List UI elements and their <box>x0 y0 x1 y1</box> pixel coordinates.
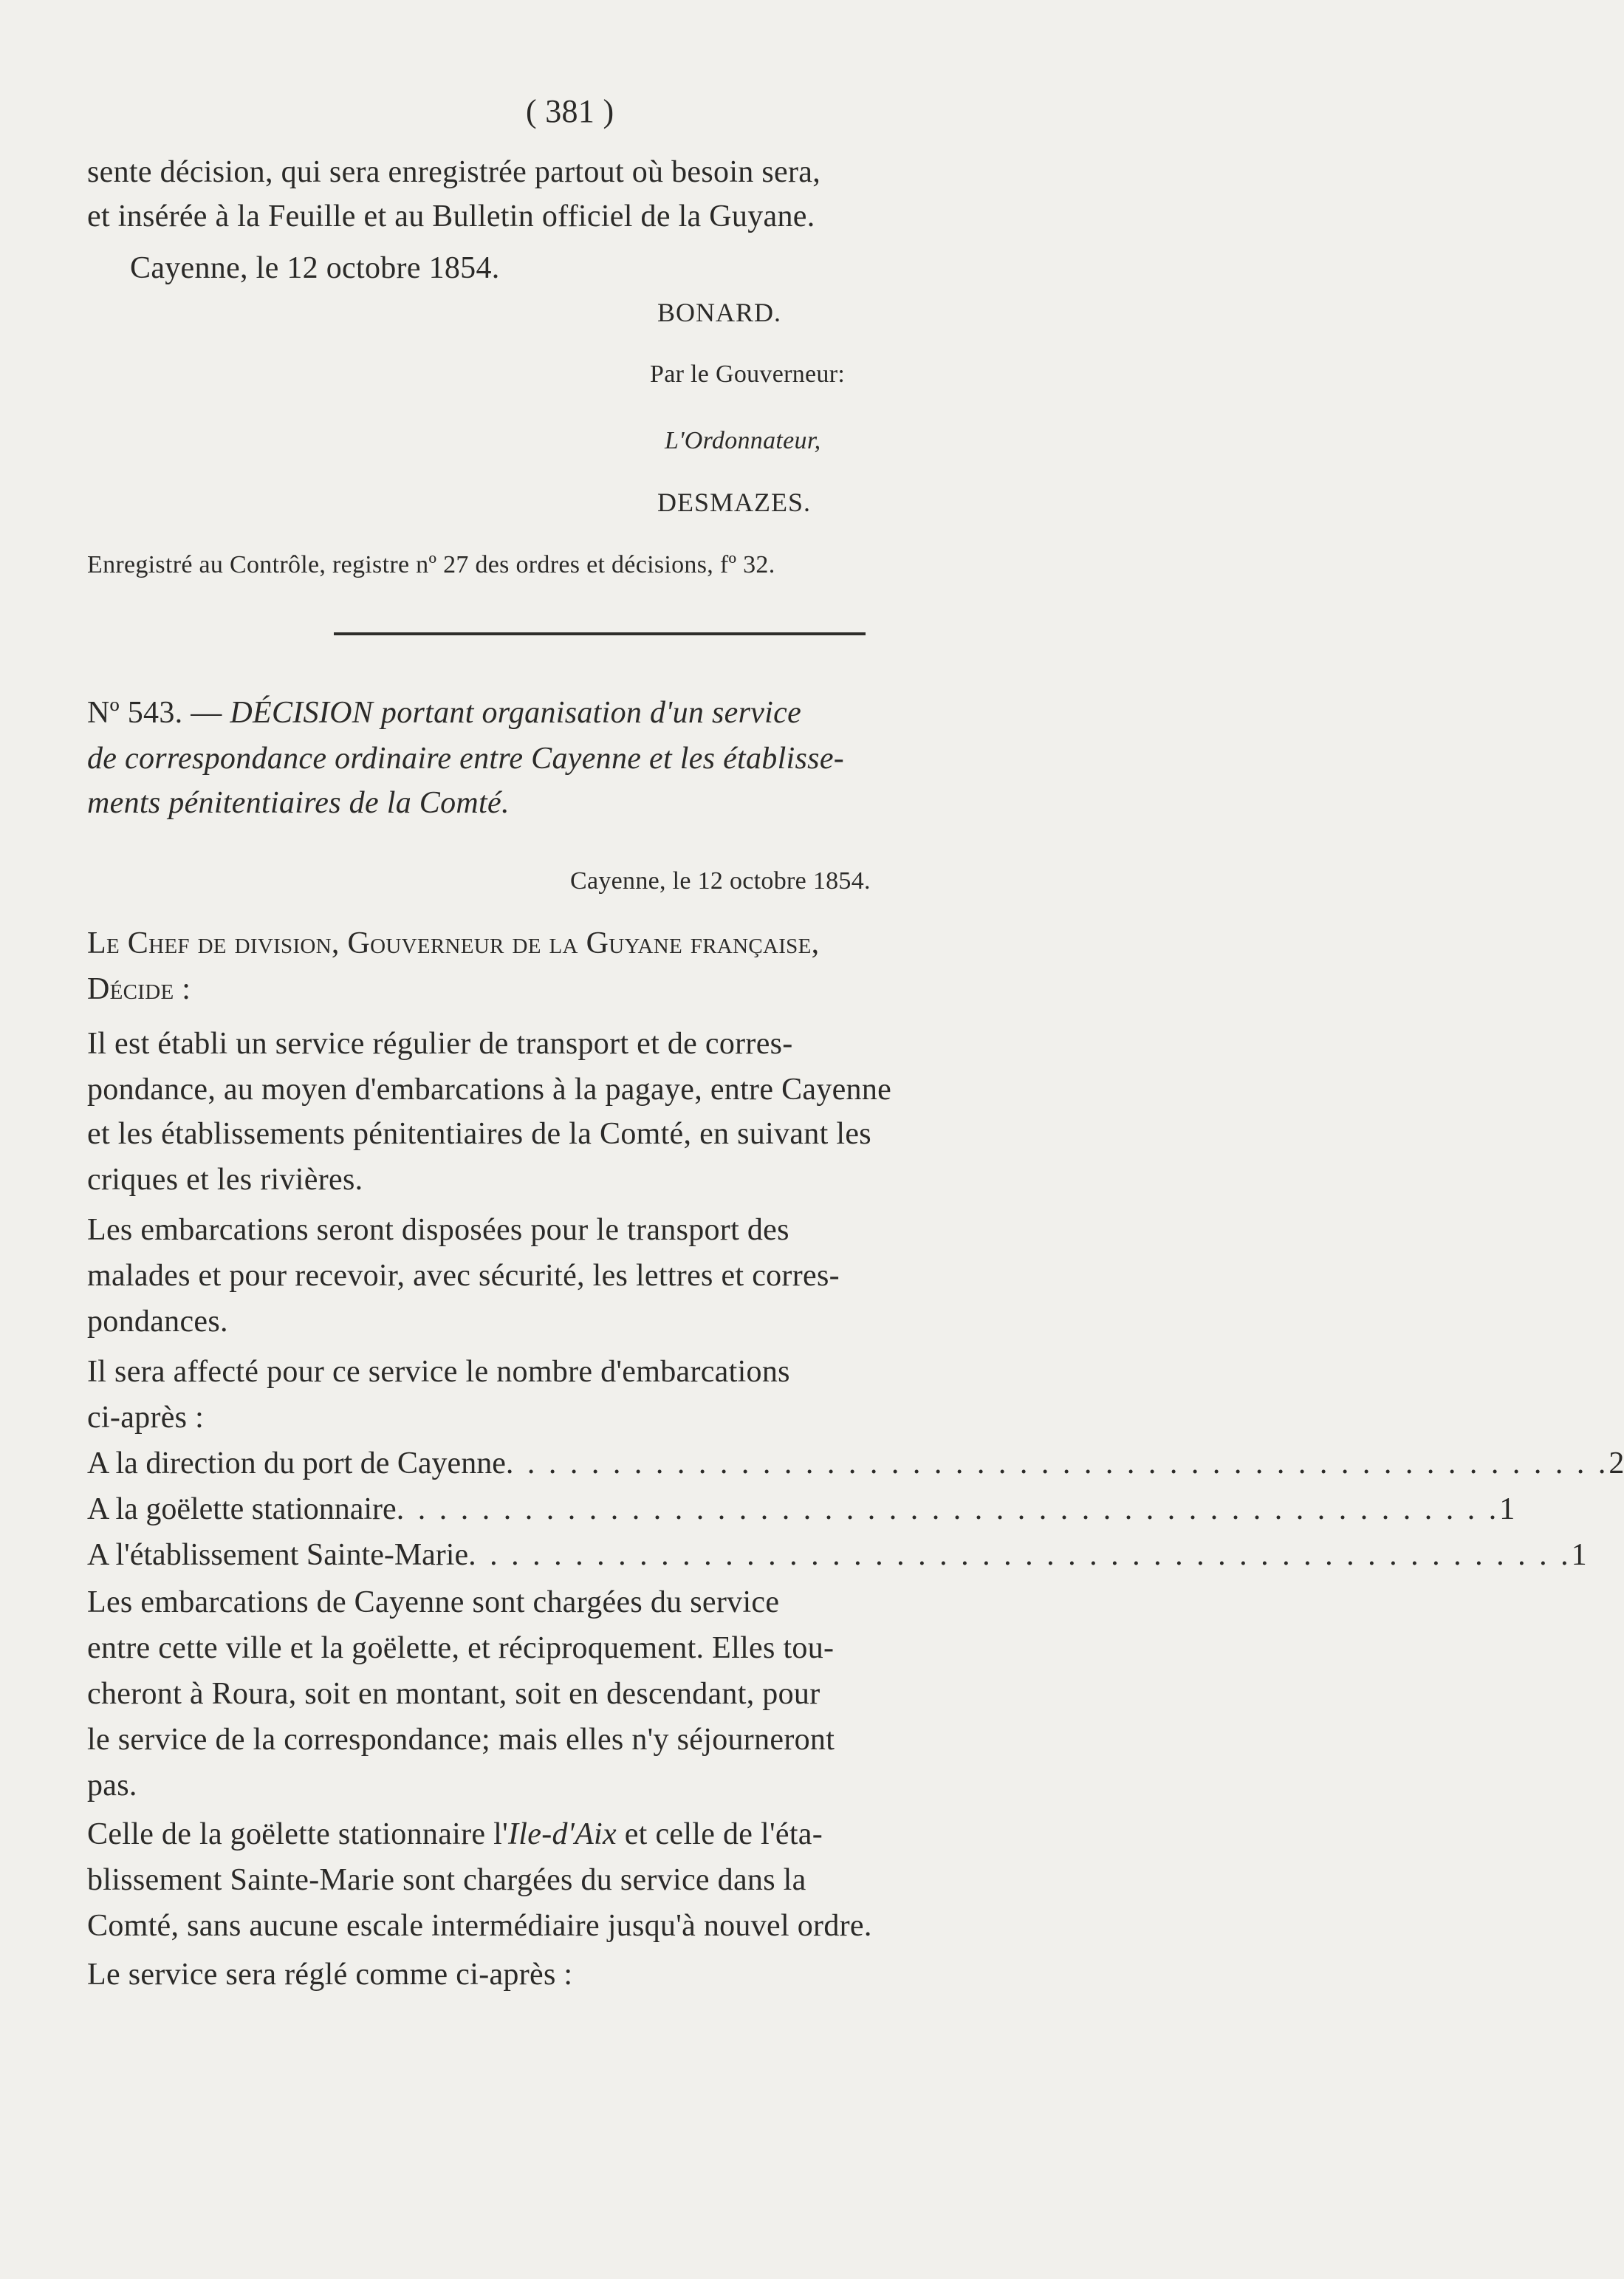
text-line: Le service sera réglé comme ci-après : <box>87 1958 573 1992</box>
text-line: Il sera affecté pour ce service le nombre d'embarcations <box>87 1355 790 1389</box>
decision-title: de correspondance ordinaire entre Cayenne et les établisse- <box>87 742 845 776</box>
dateline: Cayenne, le 12 octobre 1854. <box>570 867 871 895</box>
table-row-label: A la direction du port de Cayenne <box>87 1446 506 1480</box>
registration-note: Enregistré au Contrôle, registre nº 27 des ordres et décisions, fº 32. <box>87 551 775 578</box>
text-line: Les embarcations de Cayenne sont chargées du service <box>87 1585 780 1619</box>
text-line: Il est établi un service régulier de transport et de corres- <box>87 1027 793 1061</box>
signature-name: BONARD. <box>657 298 782 327</box>
signature-line: Par le Gouverneur: <box>650 361 846 388</box>
table-row-count: 1 <box>1571 1538 1587 1572</box>
text-line: blissement Sainte-Marie sont chargées du service dans la <box>87 1863 806 1897</box>
leader-dots: . . . . . . . . . . . . . . . . . . . . . . . . . . . . . . . . . . . . . . . . . . . . . . . . . . . . <box>505 1446 1609 1480</box>
text-line: sente décision, qui sera enregistrée partout où besoin sera, <box>87 155 821 189</box>
preamble: Le Chef de division, Gouverneur de la Guyane française, <box>87 926 820 960</box>
text-line: cheront à Roura, soit en montant, soit en descendant, pour <box>87 1677 820 1711</box>
section-divider <box>334 632 866 635</box>
text-line: et les établissements pénitentiaires de la Comté, en suivant les <box>87 1117 871 1151</box>
text-line: et insérée à la Feuille et au Bulletin officiel de la Guyane. <box>87 199 815 233</box>
decision-number: Nº 543. — <box>87 696 222 730</box>
text-fragment: et celle de l'éta- <box>616 1817 823 1851</box>
signature-name: DESMAZES. <box>657 488 812 517</box>
signature-line: L'Ordonnateur, <box>665 427 821 454</box>
text-line: entre cette ville et la goëlette, et réciproquement. Elles tou- <box>87 1631 835 1665</box>
table-row-count: 1 <box>1499 1492 1515 1526</box>
table-row <box>87 1491 1515 1528</box>
ship-name: Ile-d'Aix <box>508 1817 617 1851</box>
text-line: le service de la correspondance; mais elles n'y séjourneront <box>87 1723 835 1757</box>
text-fragment: Celle de la goëlette stationnaire l' <box>87 1817 508 1851</box>
decision-title: ments pénitentiaires de la Comté. <box>87 786 510 820</box>
table-row-count: 2 <box>1608 1446 1624 1480</box>
text-line: pondance, au moyen d'embarcations à la pagaye, entre Cayenne <box>87 1073 892 1107</box>
table-row-label: A l'établissement Sainte-Marie <box>87 1538 469 1572</box>
table-row <box>87 1445 1624 1482</box>
table-row <box>87 1537 1587 1574</box>
table-row-label: A la goëlette stationnaire <box>87 1492 397 1526</box>
leader-dots: . . . . . . . . . . . . . . . . . . . . . . . . . . . . . . . . . . . . . . . . . . . . . . . . . . . . <box>396 1492 1500 1526</box>
text-line: criques et les rivières. <box>87 1163 363 1197</box>
decide-label: Décide : <box>87 972 191 1006</box>
text-line: pas. <box>87 1769 137 1803</box>
text-line: malades et pour recevoir, avec sécurité, les lettres et corres- <box>87 1259 840 1293</box>
text-line <box>87 1816 823 1853</box>
text-line: pondances. <box>87 1305 228 1339</box>
text-line: ci-après : <box>87 1401 205 1435</box>
text-line: Les embarcations seront disposées pour le transport des <box>87 1213 789 1247</box>
decision-title: DÉCISION portant organisation d'un service <box>230 696 802 730</box>
leader-dots: . . . . . . . . . . . . . . . . . . . . . . . . . . . . . . . . . . . . . . . . . . . . . . . . . . . . <box>468 1538 1572 1572</box>
text-line: Cayenne, le 12 octobre 1854. <box>130 251 500 285</box>
text-line: Comté, sans aucune escale intermédiaire jusqu'à nouvel ordre. <box>87 1909 872 1943</box>
decision-heading <box>87 694 801 731</box>
page-number: ( 381 ) <box>526 93 614 129</box>
